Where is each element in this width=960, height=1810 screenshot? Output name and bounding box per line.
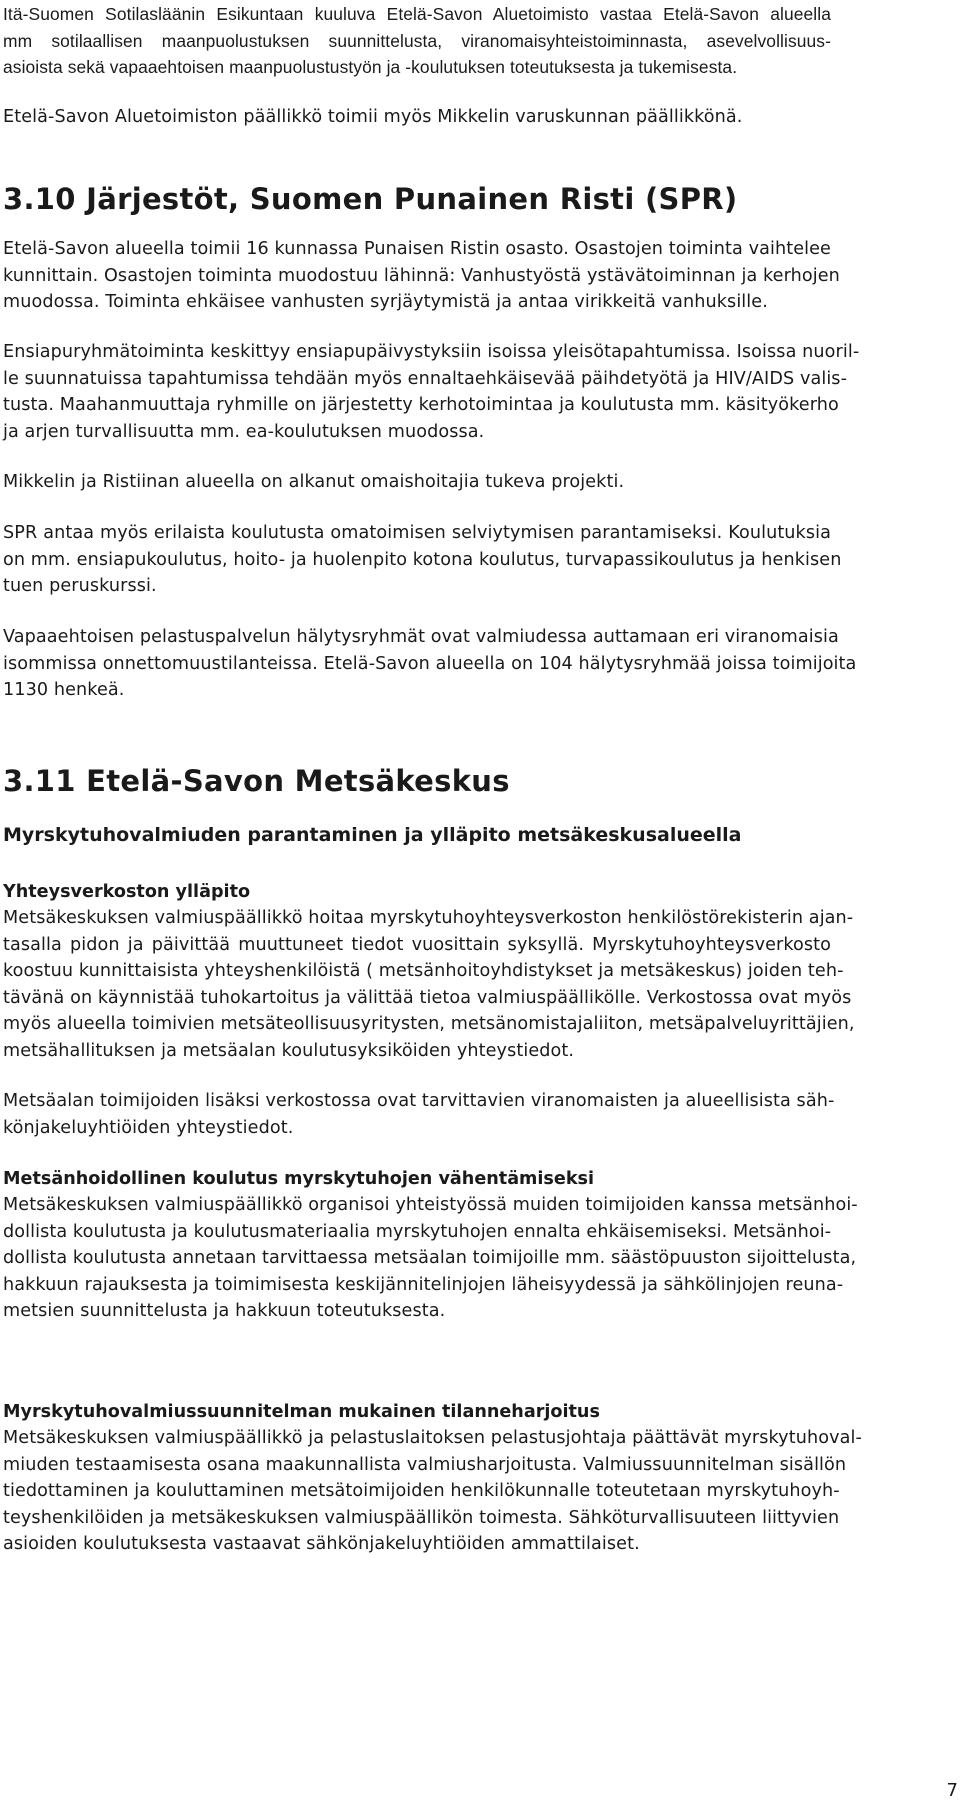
text-line: metsähallituksen ja metsäalan koulutusyksiköiden yhteystiedot.: [3, 1040, 575, 1061]
text-line: teyshenkilöiden ja metsäkeskuksen valmiuspäällikön toimesta. Sähköturvallisuuteen liittyvien: [3, 1507, 840, 1528]
text-line: tävänä on käynnistää tuhokartoitus ja välittää tietoa valmiuspäällikölle. Verkostossa ovat myös: [3, 987, 852, 1008]
text-line: Vapaaehtoisen pelastuspalvelun hälytysryhmät ovat valmiudessa auttamaan eri viranomaisia: [3, 627, 839, 647]
text-line: ja arjen turvallisuutta mm. ea-koulutuksen muodossa.: [3, 421, 485, 442]
block-title-koulutus: Metsänhoidollinen koulutus myrskytuhojen vähentämiseksi: [3, 1169, 595, 1189]
text-line: könjakeluyhtiöiden yhteystiedot.: [3, 1117, 294, 1138]
text-line: Mikkelin ja Ristiinan alueella on alkanut omaishoitajia tukeva projekti.: [3, 472, 625, 492]
text-line: Itä-Suomen Sotilasläänin Esikuntaan kuuluva Etelä-Savon Aluetoimisto vastaa Etelä-Savon alueella: [3, 4, 831, 24]
text-line: asioista sekä vapaaehtoisen maanpuolustustyön ja -koulutuksen toteutuksesta ja tukemisesta.: [3, 57, 738, 77]
text-line: on mm. ensiapukoulutus, hoito- ja huolenpito kotona koulutus, turvapassikoulutus ja henkisen: [3, 549, 842, 570]
text-line: asioiden koulutuksesta vastaavat sähkönjakeluyhtiöiden ammattilaiset.: [3, 1534, 640, 1554]
text-line: kunnittain. Osastojen toiminta muodostuu lähinnä: Vanhustyöstä ystävätoiminnan ja kerhojen: [3, 265, 840, 286]
subheading-myrskytuhovalmius: Myrskytuhovalmiuden parantaminen ja ylläpito metsäkeskusalueella: [3, 824, 742, 846]
text-line: isommissa onnettomuustilanteissa. Etelä-Savon alueella on 104 hälytysryhmää joissa toimijoita: [3, 653, 857, 674]
text-line: tusta. Maahanmuuttaja ryhmille on järjestetty kerhotoimintaa ja koulutusta mm. käsityökerho: [3, 395, 839, 415]
spr-paragraph-3: [3, 469, 831, 496]
text-line: Metsäkeskuksen valmiuspäällikkö organisoi yhteistyössä muiden toimijoiden kanssa metsänhoi-: [3, 1195, 858, 1215]
text-line: Metsäkeskuksen valmiuspäällikkö ja pelastuslaitoksen pelastusjohtaja päättävät myrskytuhoval-: [3, 1428, 862, 1448]
text-line: muodossa. Toiminta ehkäisee vanhusten syrjäytymistä ja antaa virikkeitä vanhuksille.: [3, 292, 768, 312]
text-line: Metsäalan toimijoiden lisäksi verkostossa ovat tarvittavien viranomaisten ja alueellisista säh-: [3, 1091, 835, 1111]
text-line: 1130 henkeä.: [3, 680, 125, 700]
intro-paragraph-1: [3, 1, 831, 81]
intro-paragraph-2: [3, 104, 831, 131]
page-number: 7: [946, 1780, 958, 1801]
yhteysverkosto-paragraph-1: [3, 905, 855, 1064]
koulutus-paragraph: [3, 1192, 858, 1325]
text-line: tiedottaminen ja kouluttaminen metsätoimijoiden henkilökunnalle toteutetaan myrskytuhoyh-: [3, 1481, 840, 1501]
section-heading-3-11: 3.11 Etelä-Savon Metsäkeskus: [3, 764, 510, 798]
spr-paragraph-4: [3, 520, 842, 600]
text-line: myös alueella toimivien metsäteollisuusyritysten, metsänomistajaliiton, metsäpalveluyrittäjien,: [3, 1014, 855, 1034]
text-line: dollista koulutusta annetaan tarvittaessa metsäalan toimijoille mm. säästöpuuston sijoittelusta,: [3, 1248, 857, 1268]
text-line: metsien suunnittelusta ja hakkuun toteutuksesta.: [3, 1301, 446, 1321]
text-line: Etelä-Savon alueella toimii 16 kunnassa Punaisen Ristin osasto. Osastojen toiminta vaihtelee: [3, 239, 831, 259]
text-line: le suunnatuissa tapahtumissa tehdään myös ennaltaehkäisevää päihdetyötä ja HIV/AIDS valis-: [3, 368, 848, 389]
text-line: miuden testaamisesta osana maakunnallista valmiusharjoitusta. Valmiussuunnitelman sisällön: [3, 1454, 847, 1475]
spr-paragraph-5: [3, 624, 857, 704]
block-title-yhteysverkosto: Yhteysverkoston ylläpito: [3, 882, 251, 902]
section-heading-3-10: 3.10 Järjestöt, Suomen Punainen Risti (SPR): [3, 182, 738, 216]
block-title-tilanneharjoitus: Myrskytuhovalmiussuunnitelman mukainen tilanneharjoitus: [3, 1402, 600, 1422]
spr-paragraph-2: [3, 339, 860, 445]
text-line: tasalla pidon ja päivittää muuttuneet tiedot vuosittain syksyllä. Myrskytuhoyhteysverkosto: [3, 934, 831, 955]
tilanneharjoitus-paragraph: [3, 1425, 862, 1558]
text-line: SPR antaa myös erilaista koulutusta omatoimisen selviytymisen parantamiseksi. Koulutuksia: [3, 523, 831, 543]
text-line: koostuu kunnittaisista yhteyshenkilöistä ( metsänhoitoyhdistykset ja metsäkeskus) joiden teh-: [3, 961, 844, 981]
text-line: dollista koulutusta ja koulutusmateriaalia myrskytuhojen ennalta ehkäisemiseksi. Metsänhoi-: [3, 1221, 832, 1242]
text-line: Etelä-Savon Aluetoimiston päällikkö toimii myös Mikkelin varuskunnan päällikkönä.: [3, 107, 743, 127]
text-line: tuen peruskurssi.: [3, 576, 157, 596]
yhteysverkosto-paragraph-2: [3, 1088, 835, 1141]
spr-paragraph-1: [3, 236, 840, 316]
text-line: Metsäkeskuksen valmiuspäällikkö hoitaa myrskytuhoyhteysverkoston henkilöstörekisterin ajan-: [3, 908, 854, 928]
text-line: mm sotilaallisen maanpuolustuksen suunnittelusta, viranomaisyhteistoiminnasta, asevelvollisuus-: [3, 30, 831, 51]
text-line: Ensiapuryhmätoiminta keskittyy ensiapupäivystyksiin isoissa yleisötapahtumissa. Isoissa nuoril-: [3, 342, 860, 362]
text-line: hakkuun rajauksesta ja toimimisesta keskijännitelinjojen läheisyydessä ja sähkölinjojen reuna-: [3, 1274, 844, 1295]
